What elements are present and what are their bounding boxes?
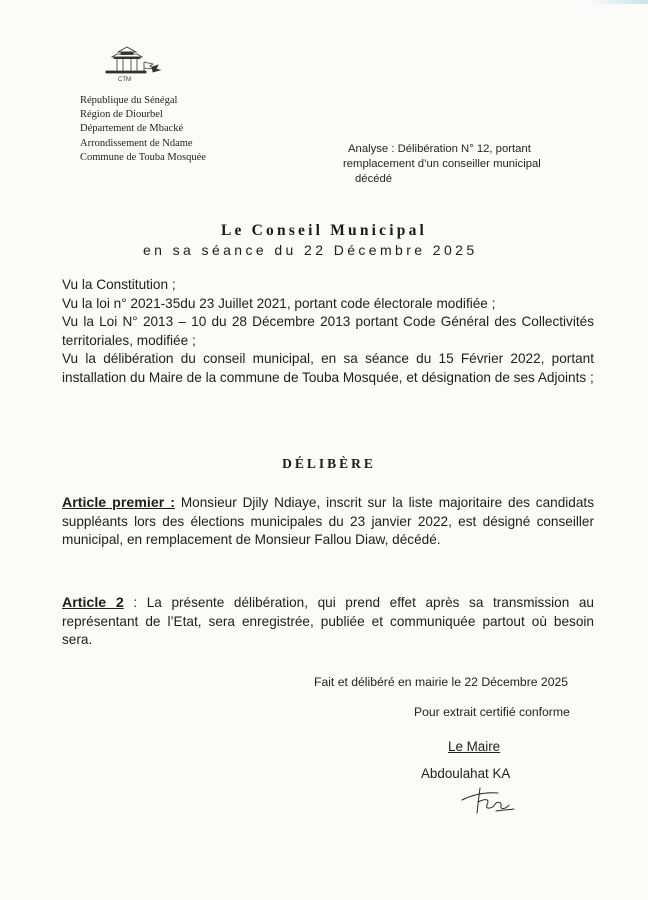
document-title: Le Conseil Municipal	[220, 222, 428, 239]
consideration-item: Vu la loi n° 2021-35du 23 Juillet 2021, portant code électorale modifiée ;	[62, 295, 496, 311]
considerations-list	[62, 276, 594, 388]
document-subtitle: en sa séance du 22 Décembre 2025	[143, 242, 478, 258]
analyse-line-3: décédé	[355, 173, 393, 186]
extrait-certifie: Pour extrait certifié conforme	[414, 705, 570, 719]
signatory-name: Abdoulahat KA	[421, 766, 511, 781]
header-line-region: Région de Diourbel	[80, 109, 163, 121]
corner-color-mark	[588, 0, 648, 4]
fait-et-delibere: Fait et délibéré en mairie le 22 Décembre 2025	[314, 675, 569, 689]
consideration-item: Vu la délibération du conseil municipal, en sa séance du 15 Février 2022, portant installation du Maire de la commune de Touba Mosquée, et désignation de ses Adjoints ;	[62, 351, 594, 385]
article-text: : La présente délibération, qui prend effet après sa transmission au représentant de l’Etat, sera enregistrée, publiée et communiquée partout où besoin sera.	[62, 595, 594, 648]
article-text: Monsieur Djily Ndiaye, inscrit sur la liste majoritaire des candidats suppléants lors des élections municipales du 23 janvier 2022, est désigné conseiller municipal, en remplacement de Monsieur Fallou Diaw, décédé.	[62, 495, 594, 548]
administrative-header	[80, 94, 206, 165]
header-line-country: République du Sénégal	[80, 95, 178, 106]
svg-text:CTM: CTM	[118, 77, 131, 83]
municipal-emblem-icon	[96, 44, 168, 84]
analyse-line-1: Analyse : Délibération N° 12, portant	[348, 143, 531, 155]
article-label: Article 2	[62, 595, 124, 611]
analyse-block	[343, 142, 610, 188]
header-line-arrondissement: Arrondissement de Ndame	[80, 137, 193, 149]
header-line-commune: Commune de Touba Mosquée	[80, 151, 206, 163]
consideration-item: Vu la Loi N° 2013 – 10 du 28 Décembre 2013 portant Code Général des Collectivités territoriales, modifiée ;	[62, 314, 594, 348]
article-2	[62, 594, 594, 650]
delibere-heading: DÉLIBÈRE	[282, 456, 376, 471]
header-line-department: Département de Mbacké	[80, 123, 184, 135]
article-label: Article premier :	[62, 495, 175, 511]
consideration-item: Vu la Constitution ;	[62, 277, 176, 292]
handwritten-signature-icon	[456, 782, 526, 816]
article-premier	[62, 494, 594, 550]
analyse-line-2: remplacement d’un conseiller municipal	[343, 158, 541, 171]
signatory-role: Le Maire	[448, 739, 501, 754]
